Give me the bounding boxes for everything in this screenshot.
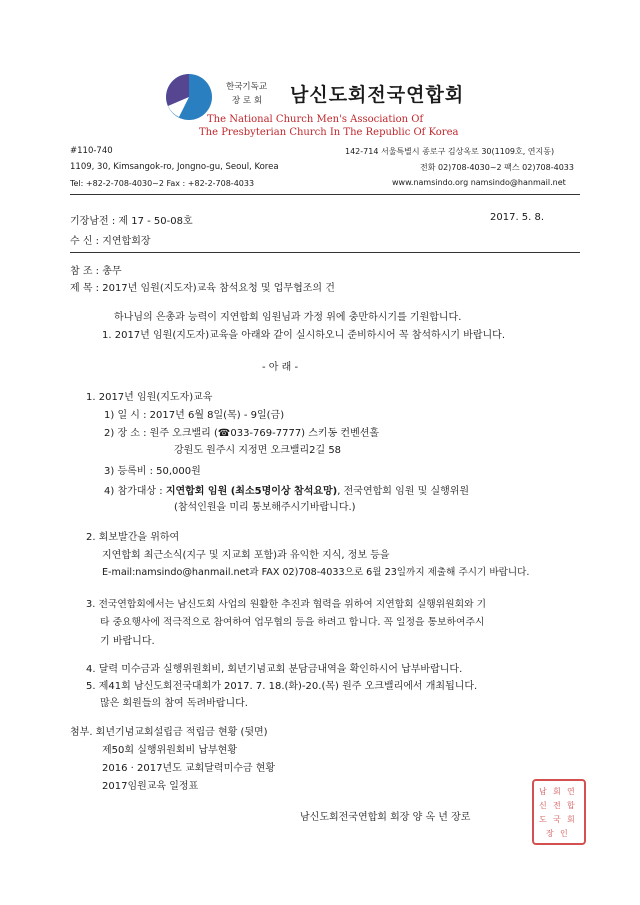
section-2-line-2: E-mail:namsindo@hanmail.net과 FAX 02)708-4033으로 6월 23일까지 제출해 주시기 바랍니다.	[102, 567, 530, 578]
header-divider	[70, 194, 580, 195]
section-3-line-3: 기 바랍니다.	[100, 636, 155, 647]
participants-label: 4) 참가대상 :	[104, 486, 166, 497]
participants-emphasis: 지연합회 임원 (최소5명이상 참석요망)	[165, 486, 338, 497]
paragraph-1: 1. 2017년 임원(지도자)교육을 아래와 같이 실시하오니 준비하시어 꼭 참석하시기 바랍니다.	[102, 330, 506, 341]
org-english-line-2: The Presbyterian Church In The Republic Of Korea	[199, 127, 459, 138]
section-1-schedule: 1) 일 시 : 2017년 6월 8일(목) - 9일(금)	[104, 410, 285, 421]
section-1-participants	[104, 482, 469, 497]
document-date: 2017. 5. 8.	[490, 212, 545, 223]
org-name: 남신도회전국연합회	[290, 84, 465, 106]
address-left-phone: Tel: +82-2-708-4030~2 Fax : +82-2-708-4033	[70, 179, 255, 188]
section-2-line-1: 지연합회 최근소식(지구 및 지교회 포함)과 유익한 지식, 정보 등을	[102, 550, 390, 561]
section-1-venue-address: 강원도 원주시 지정면 오크밸리2길 58	[174, 445, 342, 456]
official-seal-icon: 남 신 도 회 전 국 연 합 회 장 인	[532, 779, 586, 845]
org-english-line-1: The National Church Men's Association Of	[207, 114, 424, 125]
recipient-divider	[70, 252, 580, 253]
attachment-2: 제50회 실행위원회비 납부현황	[102, 745, 238, 756]
section-3-line-2: 타 중요행사에 적극적으로 참여하여 업무협의 등을 하려고 합니다. 꼭 일정을 통보하여주시	[100, 617, 485, 628]
recipient: 수 신 : 지연합회장	[70, 236, 151, 247]
attachment-3: 2016 · 2017년도 교회달력미수금 현황	[102, 763, 276, 774]
section-2-title: 2. 회보발간을 위하여	[86, 532, 180, 543]
section-4: 4. 달력 미수금과 실행위원회비, 회년기념교회 분담금내역을 확인하시어 납부바랍니다.	[86, 664, 463, 675]
address-right-web: www.namsindo.org namsindo@hanmail.net	[392, 178, 566, 187]
org-small-title-2: 장 로 회	[232, 96, 263, 106]
reference-contact: 참 조 : 총무	[70, 266, 122, 277]
address-right-street: 142-714 서울특별시 종로구 김상옥로 30(1109호, 연지동)	[345, 147, 555, 156]
org-logo-icon	[165, 73, 213, 121]
arae-heading: - 아 래 -	[262, 362, 299, 373]
section-1-title: 1. 2017년 임원(지도자)교육	[86, 392, 213, 403]
participants-note: (참석인원을 미리 통보해주시기바랍니다.)	[174, 502, 356, 513]
address-right-phone: 전화 02)708-4030~2 팩스 02)708-4033	[420, 163, 574, 172]
section-5-line-2: 많은 회원들의 참여 독려바랍니다.	[100, 698, 248, 709]
greeting: 하나님의 은총과 능력이 지연합회 임원님과 가정 위에 충만하시기를 기원합니다.	[114, 312, 462, 323]
subject-line: 제 목 : 2017년 임원(지도자)교육 참석요청 및 업무협조의 건	[70, 283, 335, 294]
signature-line: 남신도회전국연합회 회장 양 옥 년 장로	[300, 812, 471, 823]
attachment-label: 첨부. 회년기념교회설립금 적립금 현황 (뒷면)	[70, 727, 268, 738]
participants-rest: , 전국연합회 임원 및 실행위원	[337, 486, 470, 497]
section-1-fee: 3) 등록비 : 50,000원	[104, 466, 201, 477]
section-1-venue: 2) 장 소 : 원주 오크밸리 (☎033-769-7777) 스키동 컨벤션홀	[104, 428, 380, 439]
address-left-street: 1109, 30, Kimsangok-ro, Jongno-gu, Seoul, Korea	[70, 162, 279, 172]
section-3-line-1: 3. 전국연합회에서는 남신도회 사업의 원활한 추진과 협력을 위하여 지연합회 실행위원회와 기	[86, 599, 487, 610]
org-small-title-1: 한국기독교	[226, 82, 268, 92]
reference-number: 기장남전 : 제 17 - 50-08호	[70, 216, 193, 227]
attachment-4: 2017임원교육 일정표	[102, 781, 199, 792]
address-left-zip: #110-740	[70, 146, 113, 156]
section-5-line-1: 5. 제41회 남신도회전국대회가 2017. 7. 18.(화)-20.(목) 원주 오크밸리에서 개최됩니다.	[86, 681, 478, 692]
